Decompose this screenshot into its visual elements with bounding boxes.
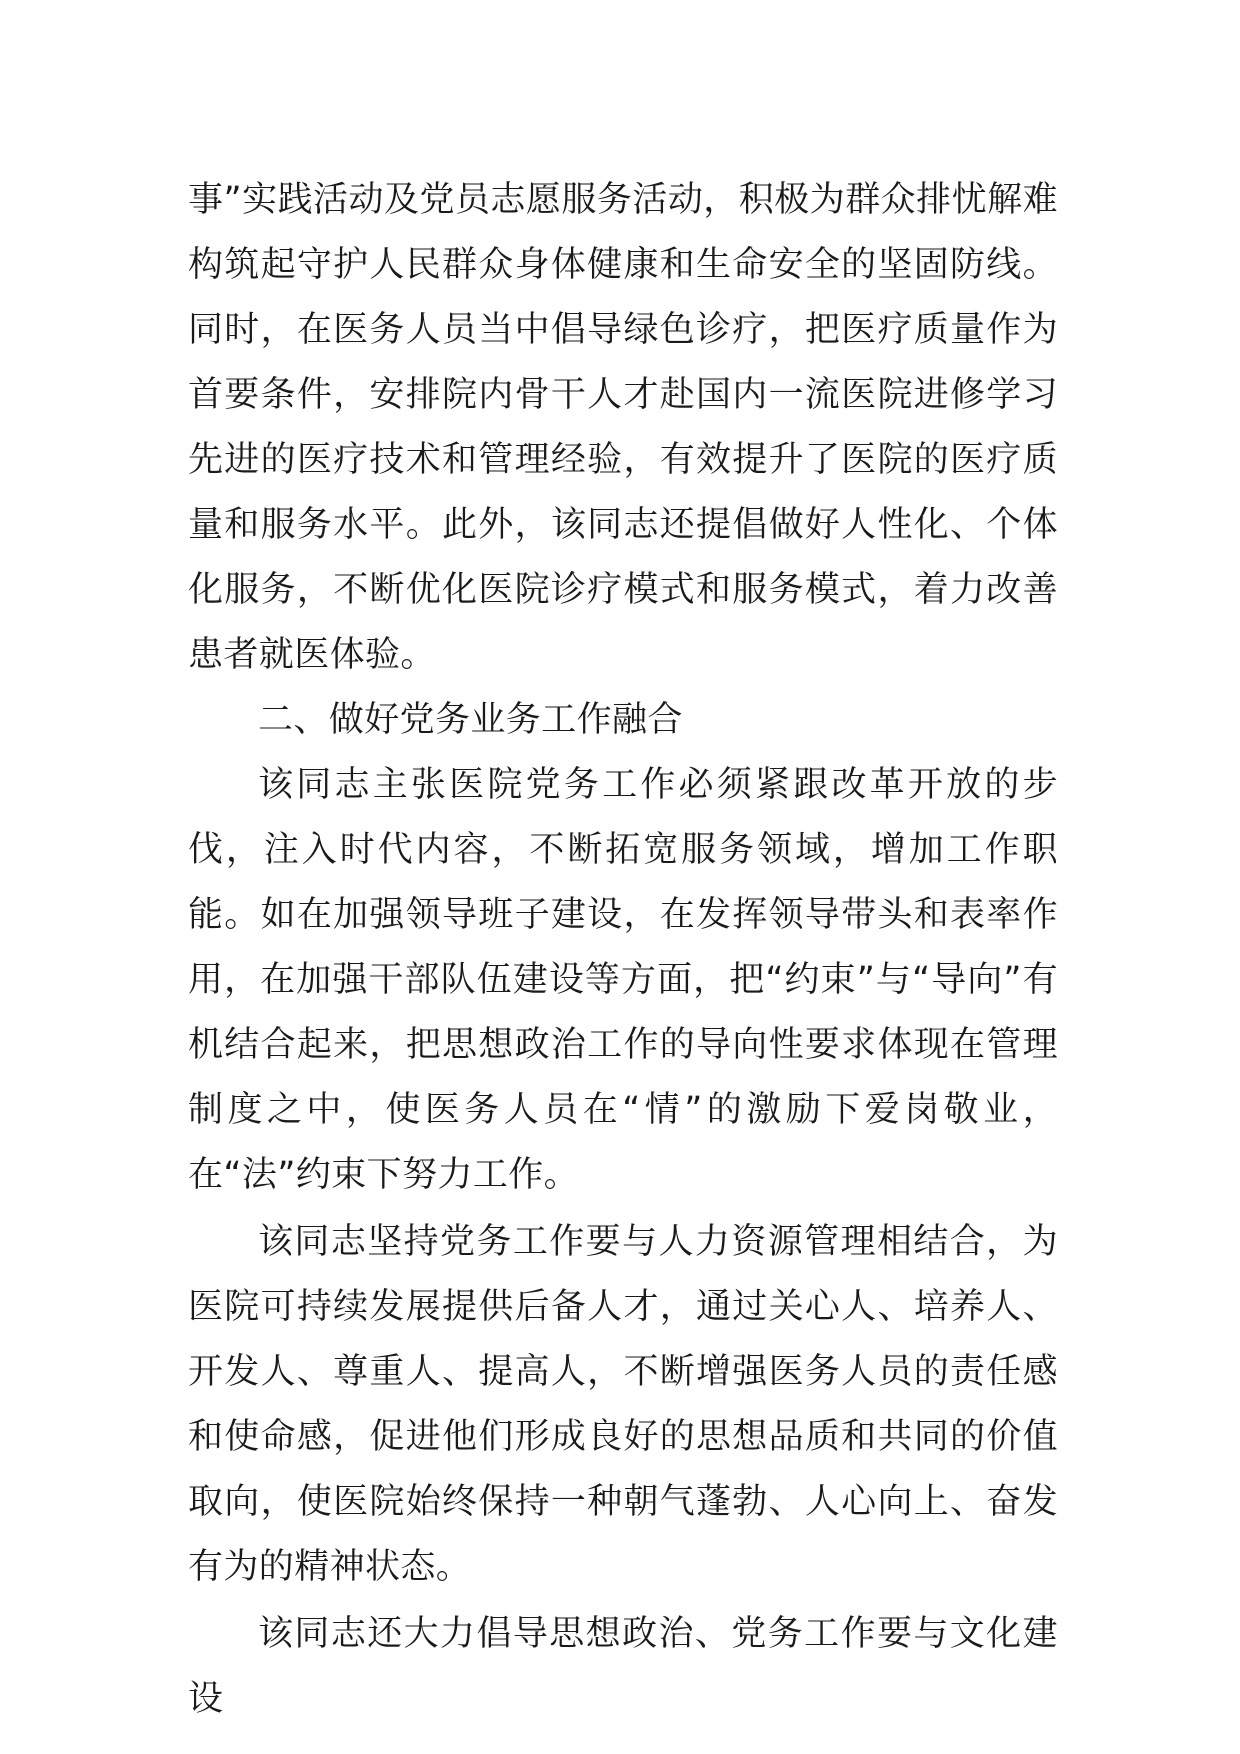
document-body xyxy=(188,168,1058,1732)
paragraph: 该同志还大力倡导思想政治、党务工作要与文化建设 xyxy=(188,1614,1058,1719)
section-heading: 二、做好党务业务工作融合 xyxy=(258,700,683,740)
paragraph-continuation: 事”实践活动及党员志愿服务活动，积极为群众排忧解难构筑起守护人民群众身体健康和生命安全的坚固防线。同时，在医务人员当中倡导绿色诊疗，把医疗质量作为首要条件，安排院内骨干人才赴国内一流医院进修学习先进的医疗技术和管理经验，有效提升了医院的医疗质量和服务水平。此外，该同志还提倡做好人性化、个体化服务，不断优化医院诊疗模式和服务模式，着力改善患者就医体验。 xyxy=(188,180,1058,675)
paragraph: 该同志坚持党务工作要与人力资源管理相结合，为医院可持续发展提供后备人才，通过关心人、培养人、开发人、尊重人、提高人，不断增强医务人员的责任感和使命感，促进他们形成良好的思想品质和共同的价值取向，使医院始终保持一种朝气蓬勃、人心向上、奋发有为的精神状态。 xyxy=(188,1222,1058,1587)
paragraph: 该同志主张医院党务工作必须紧跟改革开放的步伐，注入时代内容，不断拓宽服务领域，增加工作职能。如在加强领导班子建设，在发挥领导带头和表率作用，在加强干部队伍建设等方面，把“约束”与“导向”有机结合起来，把思想政治工作的导向性要求体现在管理制度之中，使医务人员在“情”的激励下爱岗敬业，在“法”约束下努力工作。 xyxy=(188,765,1058,1195)
